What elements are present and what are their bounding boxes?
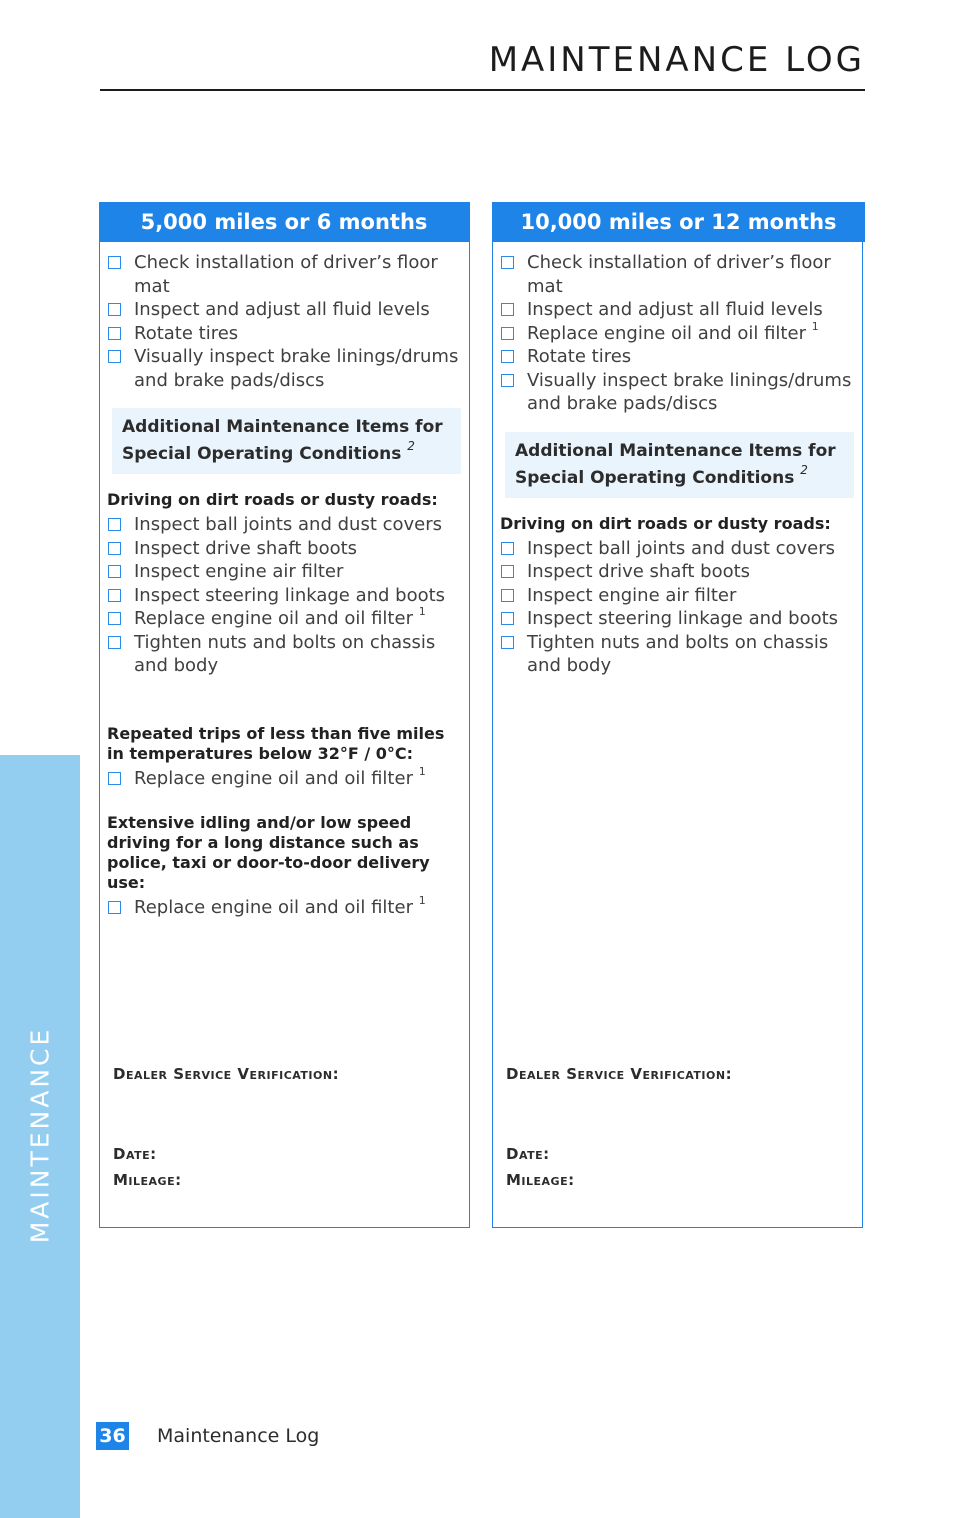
mileage-label: Mileage: xyxy=(506,1171,575,1189)
checklist-item: Inspect drive shaft boots xyxy=(105,537,469,561)
checkbox[interactable] xyxy=(501,350,514,363)
checkbox[interactable] xyxy=(108,612,121,625)
checklist-item: Inspect steering linkage and boots xyxy=(498,607,862,631)
checklist-item: Replace engine oil and oil filter $^1$ xyxy=(105,607,469,631)
checklist-item: Inspect ball joints and dust covers xyxy=(105,513,469,537)
date-label: Date: xyxy=(506,1145,550,1163)
log-column-5000 xyxy=(99,202,470,1228)
mileage-label: Mileage: xyxy=(113,1171,182,1189)
checkbox[interactable] xyxy=(108,327,121,340)
checklist-item: Inspect engine air filter xyxy=(105,560,469,584)
checkbox[interactable] xyxy=(501,303,514,316)
title-rule xyxy=(100,89,865,91)
side-tab-label: MAINTENANCE xyxy=(25,1026,55,1244)
log-column-10000 xyxy=(492,202,863,1228)
checklist-item: Inspect steering linkage and boots xyxy=(105,584,469,608)
checkbox[interactable] xyxy=(108,542,121,555)
footnote-ref: 2 xyxy=(407,439,415,453)
additional-items-box: Additional Maintenance Items for Special Operating Conditions $^2$ xyxy=(505,432,854,498)
checklist-item: Tighten nuts and bolts on chassis and body xyxy=(105,631,469,678)
checkbox[interactable] xyxy=(501,589,514,602)
checkbox[interactable] xyxy=(108,589,121,602)
dealer-verification-label: Dealer Service Verification: xyxy=(113,1065,340,1083)
checkbox[interactable] xyxy=(501,327,514,340)
checkbox[interactable] xyxy=(108,901,121,914)
additional-items-box: Additional Maintenance Items for Special Operating Conditions $^2$ xyxy=(112,408,461,474)
condition-heading: Driving on dirt roads or dusty roads: xyxy=(500,513,831,533)
checklist-item: Replace engine oil and oil filter $^1$ xyxy=(498,322,862,346)
checkbox[interactable] xyxy=(501,612,514,625)
checklist-item: Inspect drive shaft boots xyxy=(498,560,862,584)
checklist-item: Tighten nuts and bolts on chassis and body xyxy=(498,631,862,678)
checkbox[interactable] xyxy=(108,565,121,578)
checklist-item: Check installation of driver’s floor mat xyxy=(498,251,862,298)
footnote-ref: 1 xyxy=(418,764,426,778)
checklist-item: Check installation of driver’s floor mat xyxy=(105,251,469,298)
checkbox[interactable] xyxy=(501,542,514,555)
condition-heading: Repeated trips of less than five miles in temperatures below 32°F / 0°C: xyxy=(107,723,445,763)
column-header: 10,000 miles or 12 months xyxy=(492,202,865,242)
checkbox[interactable] xyxy=(108,350,121,363)
checkbox[interactable] xyxy=(108,256,121,269)
footer-label: Maintenance Log xyxy=(157,1425,320,1447)
checklist-item: Visually inspect brake linings/drums and brake pads/discs xyxy=(498,369,862,416)
checklist-item: Inspect and adjust all fluid levels xyxy=(498,298,862,322)
checkbox[interactable] xyxy=(501,256,514,269)
checkbox[interactable] xyxy=(501,374,514,387)
checkbox[interactable] xyxy=(108,518,121,531)
page-number: 36 xyxy=(96,1422,129,1450)
footnote-ref: 2 xyxy=(800,462,808,477)
date-label: Date: xyxy=(113,1145,157,1163)
checklist-item: Replace engine oil and oil filter $^1$ xyxy=(105,767,469,791)
checkbox[interactable] xyxy=(501,565,514,578)
checklist-item: Inspect engine air filter xyxy=(498,584,862,608)
condition-heading: Driving on dirt roads or dusty roads: xyxy=(107,490,438,509)
checklist-item: Replace engine oil and oil filter $^1$ xyxy=(105,896,469,920)
checklist-item: Visually inspect brake linings/drums and brake pads/discs xyxy=(105,345,469,392)
condition-heading: Extensive idling and/or low speed driving for a long distance such as police, taxi or door-to-door delivery use: xyxy=(107,813,430,892)
checklist-item: Inspect and adjust all fluid levels xyxy=(105,298,469,322)
checklist-item: Rotate tires xyxy=(105,322,469,346)
footnote-ref: 1 xyxy=(418,894,426,907)
footnote-ref: 1 xyxy=(418,605,426,618)
checklist-item: Inspect ball joints and dust covers xyxy=(498,537,862,561)
checkbox[interactable] xyxy=(108,636,121,649)
checkbox[interactable] xyxy=(501,636,514,649)
checkbox[interactable] xyxy=(108,772,121,785)
column-header: 5,000 miles or 6 months xyxy=(99,202,469,242)
checkbox[interactable] xyxy=(108,303,121,316)
footnote-ref: 1 xyxy=(811,319,819,333)
checklist-item: Rotate tires xyxy=(498,345,862,369)
dealer-verification-label: Dealer Service Verification: xyxy=(506,1065,733,1083)
page-title: MAINTENANCE LOG xyxy=(488,40,865,80)
